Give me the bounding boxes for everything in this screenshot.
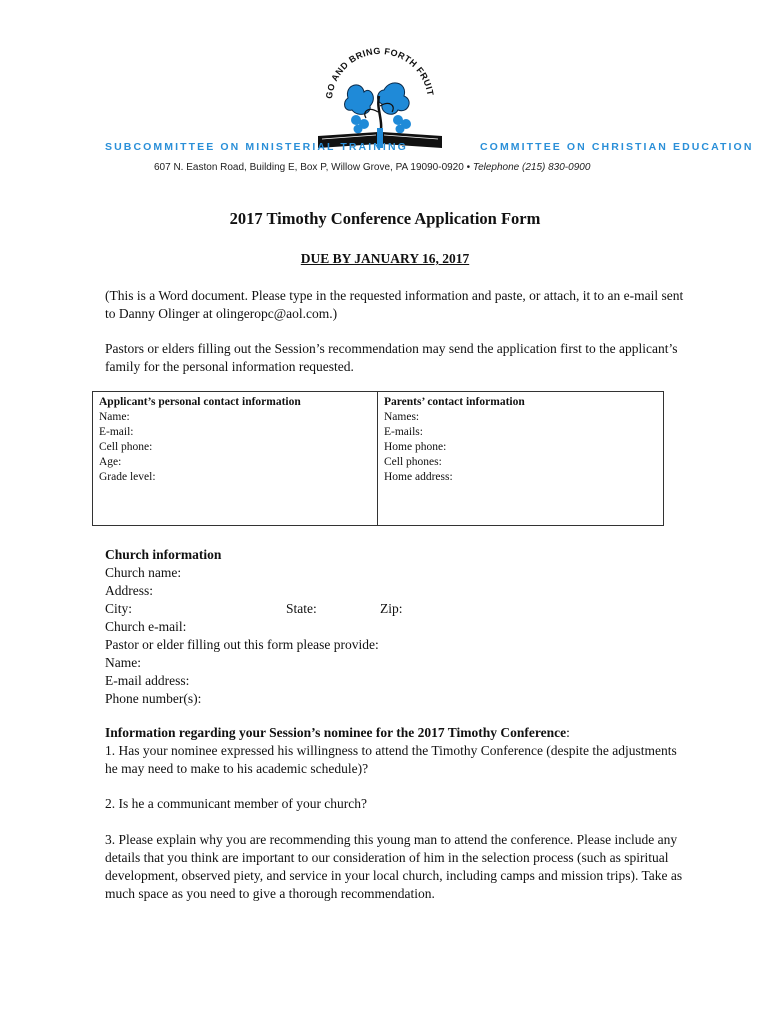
applicant-contact-heading: Applicant’s personal contact information <box>99 396 301 408</box>
applicant-grade-level-field: Grade level: <box>99 471 156 483</box>
applicant-age-field: Age: <box>99 456 122 468</box>
applicant-name-field: Name: <box>99 411 130 423</box>
church-info-section <box>105 546 685 708</box>
question-2: 2. Is he a communicant member of your church? <box>105 796 368 811</box>
pastor-prompt: Pastor or elder filling out this form please provide: <box>105 637 379 652</box>
due-date: DUE BY JANUARY 16, 2017 <box>300 251 470 266</box>
church-address-field[interactable]: Address: <box>105 583 153 598</box>
vine-book-logo-icon <box>300 40 460 150</box>
parents-home-address-field: Home address: <box>384 471 453 483</box>
street-address: 607 N. Easton Road, Building E, Box P, Willow Grove, PA 19090-0920 • <box>154 162 471 173</box>
applicant-contact-cell[interactable] <box>93 392 378 525</box>
parents-names-field: Names: <box>384 411 420 423</box>
question-1: 1. Has your nominee expressed his willingness to attend the Timothy Conference (despite the adjustments he may need to make to his academic schedule)? <box>105 743 677 776</box>
applicant-cell-phone-field: Cell phone: <box>99 441 153 453</box>
church-email-field[interactable]: Church e-mail: <box>105 619 187 634</box>
nominee-info-heading-line <box>105 724 705 742</box>
city-state-zip-row <box>105 600 685 618</box>
committee-name: COMMITTEE ON CHRISTIAN EDUCATION <box>480 141 754 153</box>
logo-arc-text: GO AND BRING FORTH FRUIT <box>324 45 436 100</box>
pastor-name-field[interactable]: Name: <box>105 655 141 670</box>
question-3: 3. Please explain why you are recommending this young man to attend the conference. Please include any details that you think are important to our consideration of him in the selection process (such as spiritual development, observed piety, and service in your local church, including camps and mission trips). Take as much space as you need to give a thorough recommendation. <box>105 832 683 901</box>
parents-contact-cell[interactable] <box>378 392 663 525</box>
letterhead-organization-names <box>105 141 754 155</box>
church-state-field[interactable]: State: <box>286 601 317 616</box>
pastor-email-field[interactable]: E-mail address: <box>105 673 190 688</box>
church-name-field[interactable]: Church name: <box>105 565 182 580</box>
intro-paragraph: (This is a Word document. Please type in the requested information and paste, or attach, it to an e-mail sent to Danny Olinger at olingeropc@aol.com.) <box>105 288 684 321</box>
nominee-info-heading: Information regarding your Session’s nominee for the 2017 Timothy Conference <box>105 725 567 740</box>
church-zip-field[interactable]: Zip: <box>380 601 403 616</box>
heading-colon: : <box>566 725 570 740</box>
parents-contact-heading: Parents’ contact information <box>384 396 525 408</box>
subcommittee-name: SUBCOMMITTEE ON MINISTERIAL TRAINING <box>105 141 408 153</box>
church-info-heading: Church information <box>105 547 222 562</box>
pastor-phone-field[interactable]: Phone number(s): <box>105 691 202 706</box>
applicant-email-field: E-mail: <box>99 426 134 438</box>
telephone: Telephone (215) 830-0900 <box>472 162 591 173</box>
pastor-note-paragraph: Pastors or elders filling out the Session’s recommendation may send the application first to the applicant’s family for the personal information requested. <box>105 341 678 374</box>
church-city-field[interactable]: City: <box>105 601 133 616</box>
parents-home-phone-field: Home phone: <box>384 441 447 453</box>
contact-info-table <box>92 391 664 526</box>
letterhead-address <box>154 162 614 173</box>
logo <box>300 40 460 150</box>
form-title: 2017 Timothy Conference Application Form <box>229 209 541 228</box>
parents-emails-field: E-mails: <box>384 426 423 438</box>
parents-cell-phones-field: Cell phones: <box>384 456 442 468</box>
